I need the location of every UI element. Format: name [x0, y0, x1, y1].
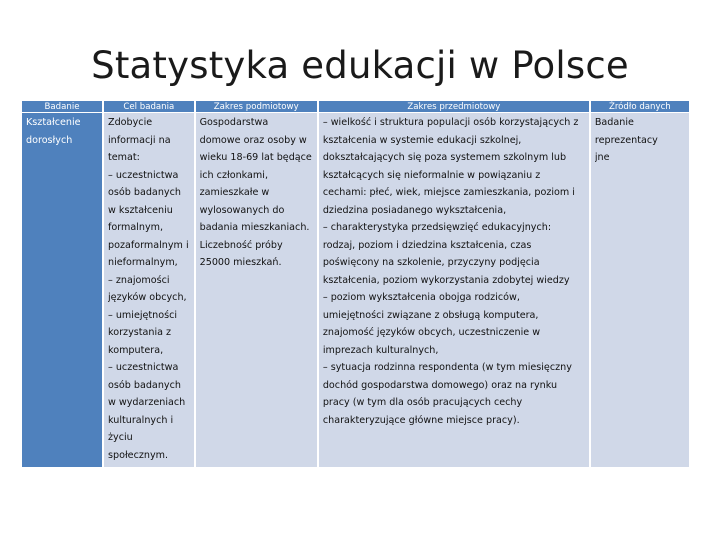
cell-line: wieku 18-69 lat będące — [199, 152, 312, 163]
cell-line: dokształcających się poza systemem szkolnym lub — [322, 152, 567, 163]
cell-line: – sytuacja rodzinna respondenta (w tym miesięczny — [322, 362, 572, 373]
cell-line: kształcenia w systemie edukacji szkolnej, — [322, 134, 522, 146]
cell-line: – wielkość i struktura populacji osób korzystających z — [322, 117, 579, 128]
cell-line: imprezach kulturalnych, — [322, 344, 439, 356]
cell-line: domowe oraz osoby w — [199, 134, 307, 146]
cell-line: charakteryzujące główne miejsce pracy). — [322, 414, 520, 426]
cell-line: kulturalnych i — [108, 414, 174, 426]
cell-zakres-podmiotowy — [196, 113, 317, 467]
header-zakres-podmiotowy: Zakres podmiotowy — [196, 101, 317, 112]
header-zrodlo-danych: Źródło danych — [591, 101, 689, 112]
cell-line: dorosłych — [26, 134, 73, 146]
cell-zrodlo-danych — [591, 113, 689, 467]
cell-line: – znajomości — [108, 274, 170, 286]
cell-cel-badania — [104, 113, 194, 467]
cell-line: osób badanych — [108, 379, 181, 391]
cell-line: poświęcony na szkolenie, przyczyny podjęcia — [322, 257, 540, 268]
cell-line: kształcenia, poziom wykorzystania zdobytej wiedzy — [322, 274, 570, 286]
page-title: Statystyka edukacji w Polsce — [91, 44, 629, 87]
cell-line: osób badanych — [108, 187, 181, 198]
cell-line: umiejętności związane z obsługą komputera, — [322, 309, 539, 321]
cell-line: badania mieszkaniach. — [199, 222, 310, 233]
cell-line: 25000 mieszkań. — [199, 257, 282, 268]
cell-line: informacji na — [108, 134, 171, 146]
cell-line: Zdobycie — [108, 117, 153, 128]
cell-badanie — [22, 113, 102, 467]
cell-line: Badanie — [594, 117, 634, 128]
cell-zakres-przedmiotowy — [319, 113, 589, 467]
cell-line: społecznym. — [108, 449, 169, 461]
cell-line: reprezentacy — [594, 134, 658, 146]
cell-line: Liczebność próby — [199, 239, 283, 251]
cell-line: w wydarzeniach — [108, 397, 186, 408]
cell-line: formalnym, — [108, 222, 164, 233]
cell-line: Gospodarstwa — [199, 117, 269, 128]
cell-line: kształcących się nieformalnie w powiązaniu z — [322, 169, 541, 181]
cell-line: jne — [594, 152, 610, 163]
cell-line: – uczestnictwa — [108, 362, 179, 373]
cell-line: ich członkami, — [199, 169, 268, 181]
header-zakres-przedmiotowy: Zakres przedmiotowy — [319, 101, 589, 112]
cell-line: Kształcenie — [26, 117, 81, 128]
cell-line: – poziom wykształcenia obojga rodziców, — [322, 292, 520, 303]
cell-line: cechami: płeć, wiek, miejsce zamieszkania, poziom i — [322, 187, 575, 198]
cell-line: wylosowanych do — [199, 204, 285, 216]
cell-line: nieformalnym, — [108, 257, 178, 268]
cell-line: korzystania z — [108, 327, 172, 338]
cell-line: komputera, — [108, 344, 164, 356]
header-badanie: Badanie — [22, 101, 102, 112]
cell-line: dochód gospodarstwa domowego) oraz na rynku — [322, 379, 558, 391]
cell-line: dziedzina posiadanego wykształcenia, — [322, 204, 507, 216]
table-row — [22, 113, 689, 467]
cell-line: zamieszkałe w — [199, 187, 270, 198]
cell-line: znajomość języków obcych, uczestniczenie w — [322, 327, 541, 338]
cell-line: temat: — [108, 152, 140, 163]
cell-line: – uczestnictwa — [108, 169, 179, 181]
cell-line: – charakterystyka przedsięwzięć edukacyjnych: — [322, 222, 552, 233]
cell-line: pozaformalnym i — [108, 239, 189, 251]
education-table — [20, 100, 691, 468]
cell-line: rodzaj, poziom i dziedzina kształcenia, czas — [322, 239, 532, 251]
cell-line: w kształceniu — [108, 204, 173, 216]
cell-line: – umiejętności — [108, 309, 178, 321]
cell-line: życiu — [108, 432, 133, 443]
cell-line: języków obcych, — [108, 292, 187, 303]
cell-line: pracy (w tym dla osób pracujących cechy — [322, 397, 523, 408]
header-cel-badania: Cel badania — [104, 101, 194, 112]
table-header-row — [22, 101, 689, 112]
